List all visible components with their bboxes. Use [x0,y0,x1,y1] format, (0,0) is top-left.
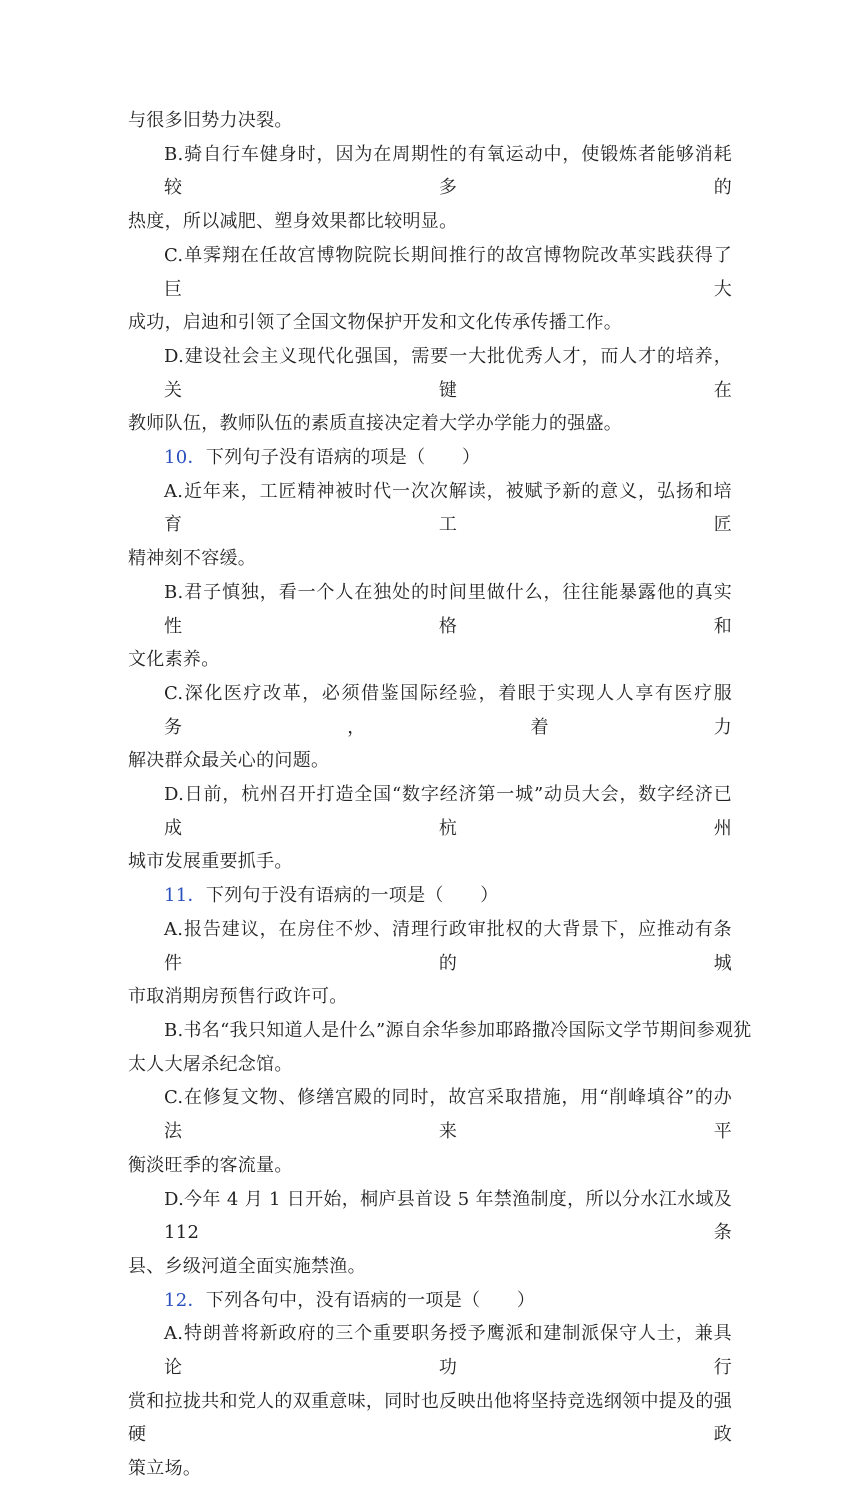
q10-option-a-line-1: A.近年来，工匠精神被时代一次次解读，被赋予新的意义，弘扬和培育工匠 [164,480,732,536]
q11-option-a-line-1: A.报告建议，在房住不炒、清理行政审批权的大背景下，应推动有条件的城 [164,918,732,974]
q10-option-b-line-1: B.君子慎独，看一个人在独处的时间里做什么，往往能暴露他的真实性格和 [164,581,732,637]
question-10 [128,441,732,475]
q11-option-d-line-2: 县、乡级河道全面实施禁渔。 [128,1255,366,1277]
paragraph-line: 与很多旧势力决裂。 [128,110,293,131]
q11-option-b-line-2: 太人大屠杀纪念馆。 [128,1053,293,1075]
question-11 [128,879,732,913]
question-text: 下列句子没有语病的项是（ ） [205,447,481,469]
q11-option-d-line-1: D.今年 4 月 1 日开始，桐庐县首设 5 年禁渔制度，所以分水江水域及 112 条 [164,1188,732,1244]
question-text: 下列各句中，没有语病的一项是（ ） [205,1289,536,1311]
option-b-line-2: 热度，所以减肥、塑身效果都比较明显。 [128,211,458,233]
q10-option-c-line-2: 解决群众最关心的问题。 [128,750,330,772]
question-number: 11． [164,885,206,907]
q10-option-c-line-1: C.深化医疗改革，必须借鉴国际经验，着眼于实现人人享有医疗服务，着力 [164,682,732,738]
option-b-line-1: B.骑自行车健身时，因为在周期性的有氧运动中，使锻炼者能够消耗较多的 [164,143,732,199]
option-c-line-2: 成功，启迪和引领了全国文物保护开发和文化传承传播工作。 [128,312,623,334]
q11-option-b-line-1: B.书名“我只知道人是什么”源自余华参加耶路撒冷国际文学节期间参观犹 [164,1019,752,1041]
q10-option-b-line-2: 文化素养。 [128,649,220,671]
question-text: 下列句于没有语病的一项是（ ） [205,885,499,907]
q10-option-a-line-2: 精神刻不容缓。 [128,548,257,570]
option-c-line-1: C.单霁翔在任故宫博物院院长期间推行的故宫博物院改革实践获得了巨大 [164,244,732,300]
question-number: 12． [164,1289,206,1311]
q10-option-d-line-1: D.日前，杭州召开打造全国“数字经济第一城”动员大会，数字经济已成杭州 [164,784,732,839]
q11-option-a-line-2: 市取消期房预售行政许可。 [128,986,348,1008]
option-d-line-2: 教师队伍，教师队伍的素质直接决定着大学办学能力的强盛。 [128,413,623,435]
question-12 [128,1284,732,1318]
q12-option-a-line-2: 赏和拉拢共和党人的双重意味，同时也反映出他将坚持竞选纲领中提及的强硬政 [128,1390,732,1446]
q11-option-c-line-2: 衡淡旺季的客流量。 [128,1154,293,1176]
question-number: 10． [164,447,206,469]
option-d-line-1: D.建设社会主义现代化强国，需要一大批优秀人才，而人才的培养，关键在 [164,345,732,401]
q10-option-d-line-2: 城市发展重要抓手。 [128,851,293,873]
q12-option-a-line-3: 策立场。 [128,1458,202,1480]
q12-option-a-line-1: A.特朗普将新政府的三个重要职务授予鹰派和建制派保守人士，兼具论功行 [164,1323,732,1379]
q11-option-c-line-1: C.在修复文物、修缮宫殿的同时，故宫采取措施，用“削峰填谷”的办法来平 [164,1087,732,1143]
